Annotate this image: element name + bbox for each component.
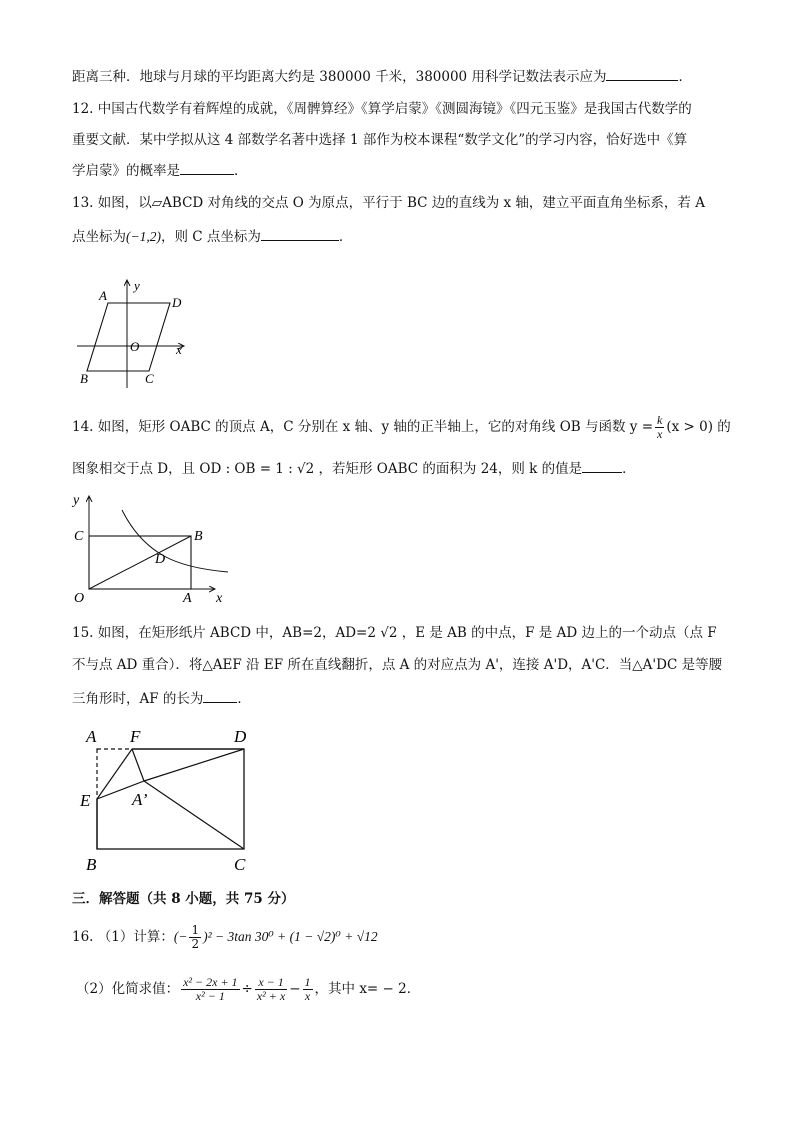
q13-figure [72,272,202,392]
label-e: E [80,791,91,810]
label-x: x [176,342,182,357]
q14-text-b: (x > 0) 的 [666,419,731,435]
q16-p2-label: （2）化简求值： [76,981,180,997]
label-b: B [194,529,203,544]
q14-answer-blank[interactable] [582,458,622,473]
q12-line1: 12. 中国古代数学有着辉煌的成就，《周髀算经》《算学启蒙》《测圆海镜》《四元玉鉴》是我国古代数学的 [72,101,692,117]
label-d: D [155,552,166,567]
q13-coord: (−1,2) [126,229,161,244]
label-a: A [183,591,192,606]
q15-line1: 15. 如图，在矩形纸片 ABCD 中，AB=2，AD=2 √2 ，E 是 AB 的中点，F 是 AD 边上的一个动点（点 F [72,625,717,641]
q13-line1: 13. 如图，以▱ABCD 对角线的交点 O 为原点，平行于 BC 边的直线为 x 轴，建立平面直角坐标系，若 A [72,195,705,211]
q14-figure [70,490,240,608]
label-y: y [134,278,140,293]
q12-end: ． [234,163,248,179]
q13-text-a: 点坐标为 [72,229,126,245]
q15-answer-blank[interactable] [203,688,237,703]
label-d: D [172,295,182,310]
label-b: B [80,371,88,386]
label-y: y [73,493,80,508]
segment-fa1 [132,749,144,781]
q14-text: 图象相交于点 D，且 OD : OB = 1 : √2 ，若矩形 OABC 的面积为 24，则 k 的值是 [72,461,583,477]
section-3-title: 三．解答题（共 8 小题，共 75 分） [72,891,295,907]
q15-figure [74,722,260,878]
segment-a1c [144,781,244,849]
label-o: O [74,591,85,606]
q15-end: ． [237,691,251,707]
q14-text-a: 14. 如图，矩形 OABC 的顶点 A，C 分别在 x 轴、y 轴的正半轴上，它的对角线 OB 与函数 y = [72,419,654,435]
label-o: O [130,339,140,354]
q13-end: ． [338,229,353,245]
q13-line2 [72,226,352,247]
diagonal-ob [89,536,191,589]
q12-text: 学启蒙》的概率是 [72,163,180,179]
q16-p1-expression: )² − 3tan 30⁰ + (1 − √2)⁰ + √12 [203,929,378,944]
label-a: A [86,727,97,746]
q11-text: 距离三种．地球与月球的平均距离大约是 380000 千米，380000 用科学记数法表示应为 [72,69,607,85]
label-b: B [86,855,97,874]
q16-part1: 16. （1）计算：(− $\frac{1}{2}$ )² − 3tan 30⁰ + (1 − √2)⁰ + √12 [72,923,378,951]
q14-line2 [72,458,636,479]
label-x: x [216,591,223,606]
q15-text: 三角形时，AF 的长为 [72,691,204,707]
q14-line1 [72,414,731,441]
label-c: C [145,371,154,386]
q14-func-fraction: $\frac{k}{x}$ [657,413,663,441]
q11-line [72,66,692,87]
q11-answer-blank[interactable] [606,66,678,81]
label-a-prime: A’ [132,790,148,809]
q14-end: ． [622,461,636,477]
q12-answer-blank[interactable] [180,160,234,175]
label-c: C [74,529,84,544]
q11-end: ． [678,69,692,85]
label-f: F [130,727,141,746]
q13-text-b: ，则 C 点坐标为 [160,229,261,245]
segment-ef [97,749,132,799]
fraction-2: $\frac{x - 1}{\text{x² + x}}$ [256,975,286,1003]
hyperbola-curve [122,510,228,572]
q12-line2: 重要文献．某中学拟从这 4 部数学名著中选择 1 部作为校本课程“数学文化”的学习内容，恰好选中《算 [72,132,688,148]
q15-line2: 不与点 AD 重合）．将△AEF 沿 EF 所在直线翻折，点 A 的对应点为 A'，连接 A'D，A'C．当△A'DC 是等腰 [72,657,723,673]
q16-p1-label: 16. （1）计算： [72,929,174,945]
q12-line3 [72,160,248,181]
fraction-3: $\frac{1}{x}$ [304,975,311,1003]
half-fraction: $\frac{1}{2}$ [191,923,200,951]
segment-a1d [144,749,244,781]
q15-line3 [72,688,251,709]
fraction-1: $\frac{\text{x² − 2x + 1}}{\text{x² − 1}}$ [183,975,238,1003]
q16-part2: （2）化简求值： $\frac{\text{x² − 2x + 1}}{\text{x² − 1}}$ ÷ $\frac{x - 1}{\text{x² + x}}$ − $\frac{1}{x}$ ，其中 x= − 2． [76,975,421,1003]
label-a: A [99,288,107,303]
label-c: C [234,855,246,874]
q13-answer-blank[interactable] [261,226,339,241]
q16-p2-end: ，其中 x= − 2． [314,981,421,997]
label-d: D [234,727,247,746]
parallelogram-abcd [87,303,170,371]
